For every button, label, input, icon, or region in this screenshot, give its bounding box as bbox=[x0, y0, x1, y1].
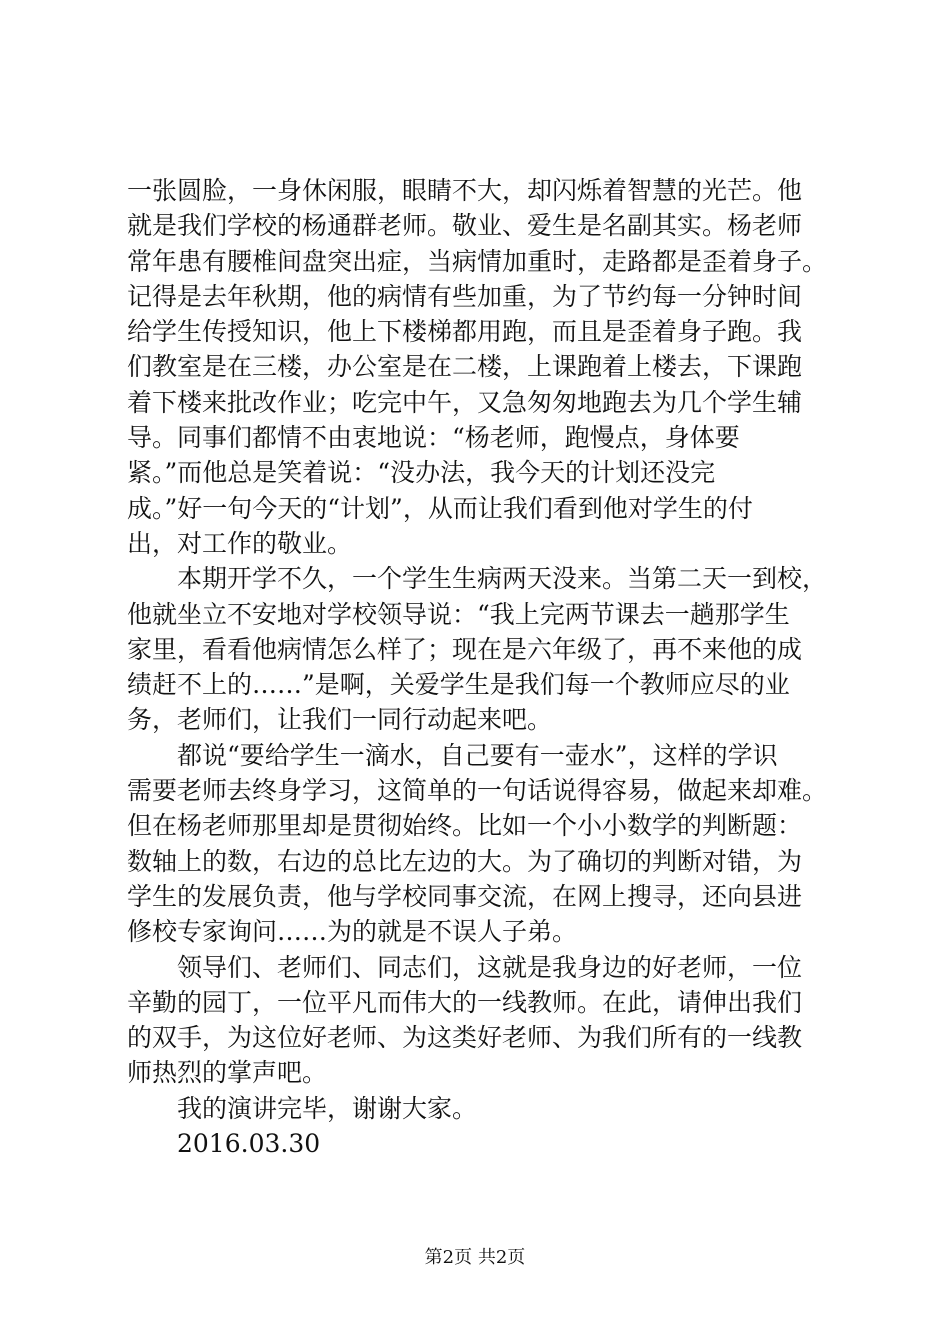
body-line: 他就坐立不安地对学校领导说：“我上完两节课去一趟那学生 bbox=[127, 599, 790, 629]
body-line: 我的演讲完毕，谢谢大家。 bbox=[127, 1093, 478, 1123]
body-line: 给学生传授知识，他上下楼梯都用跑，而且是歪着身子跑。我 bbox=[127, 317, 803, 347]
body-line: 常年患有腰椎间盘突出症，当病情加重时，走路都是歪着身子。 bbox=[127, 246, 828, 276]
body-line: 师热烈的掌声吧。 bbox=[127, 1058, 328, 1088]
body-line: 绩赶不上的……”是啊，关爱学生是我们每一个教师应尽的业 bbox=[127, 670, 790, 700]
body-line: 就是我们学校的杨通群老师。敬业、爱生是名副其实。杨老师 bbox=[127, 211, 803, 241]
body-line: 出，对工作的敬业。 bbox=[127, 528, 353, 558]
date-line: 2016.03.30 bbox=[127, 1129, 321, 1159]
body-line: 务，老师们，让我们一同行动起来吧。 bbox=[127, 705, 553, 735]
body-line: 导。同事们都情不由衷地说：“杨老师，跑慢点，身体要 bbox=[127, 423, 740, 453]
body-line: 成。”好一句今天的“计划”，从而让我们看到他对学生的付 bbox=[127, 493, 753, 523]
body-line: 着下楼来批改作业；吃完中午，又急匆匆地跑去为几个学生辅 bbox=[127, 387, 803, 417]
body-line: 都说“要给学生一滴水，自己要有一壶水”，这样的学识 bbox=[127, 740, 778, 770]
body-line: 修校专家询问……为的就是不误人子弟。 bbox=[127, 917, 578, 947]
body-line: 但在杨老师那里却是贯彻始终。比如一个小小数学的判断题： bbox=[127, 811, 803, 841]
document-body bbox=[127, 173, 827, 1161]
body-line: 领导们、老师们、同志们，这就是我身边的好老师，一位 bbox=[127, 952, 803, 982]
body-line: 需要老师去终身学习，这简单的一句话说得容易，做起来却难。 bbox=[127, 776, 828, 806]
body-line: 本期开学不久，一个学生生病两天没来。当第二天一到校， bbox=[127, 564, 828, 594]
body-line: 辛勤的园丁，一位平凡而伟大的一线教师。在此，请伸出我们 bbox=[127, 987, 803, 1017]
body-line: 们教室是在三楼，办公室是在二楼，上课跑着上楼去，下课跑 bbox=[127, 352, 803, 382]
page-number: 第2页 共2页 bbox=[424, 1247, 526, 1268]
body-line: 记得是去年秋期，他的病情有些加重，为了节约每一分钟时间 bbox=[127, 281, 803, 311]
body-line: 紧。”而他总是笑着说：“没办法，我今天的计划还没完 bbox=[127, 458, 716, 488]
body-line: 家里，看看他病情怎么样了；现在是六年级了，再不来他的成 bbox=[127, 634, 803, 664]
body-line: 数轴上的数，右边的总比左边的大。为了确切的判断对错，为 bbox=[127, 846, 803, 876]
body-line: 一张圆脸，一身休闲服，眼睛不大，却闪烁着智慧的光芒。他 bbox=[127, 176, 803, 205]
body-line: 的双手，为这位好老师、为这类好老师、为我们所有的一线教 bbox=[127, 1023, 803, 1053]
body-line: 学生的发展负责，他与学校同事交流，在网上搜寻，还向县进 bbox=[127, 881, 803, 911]
